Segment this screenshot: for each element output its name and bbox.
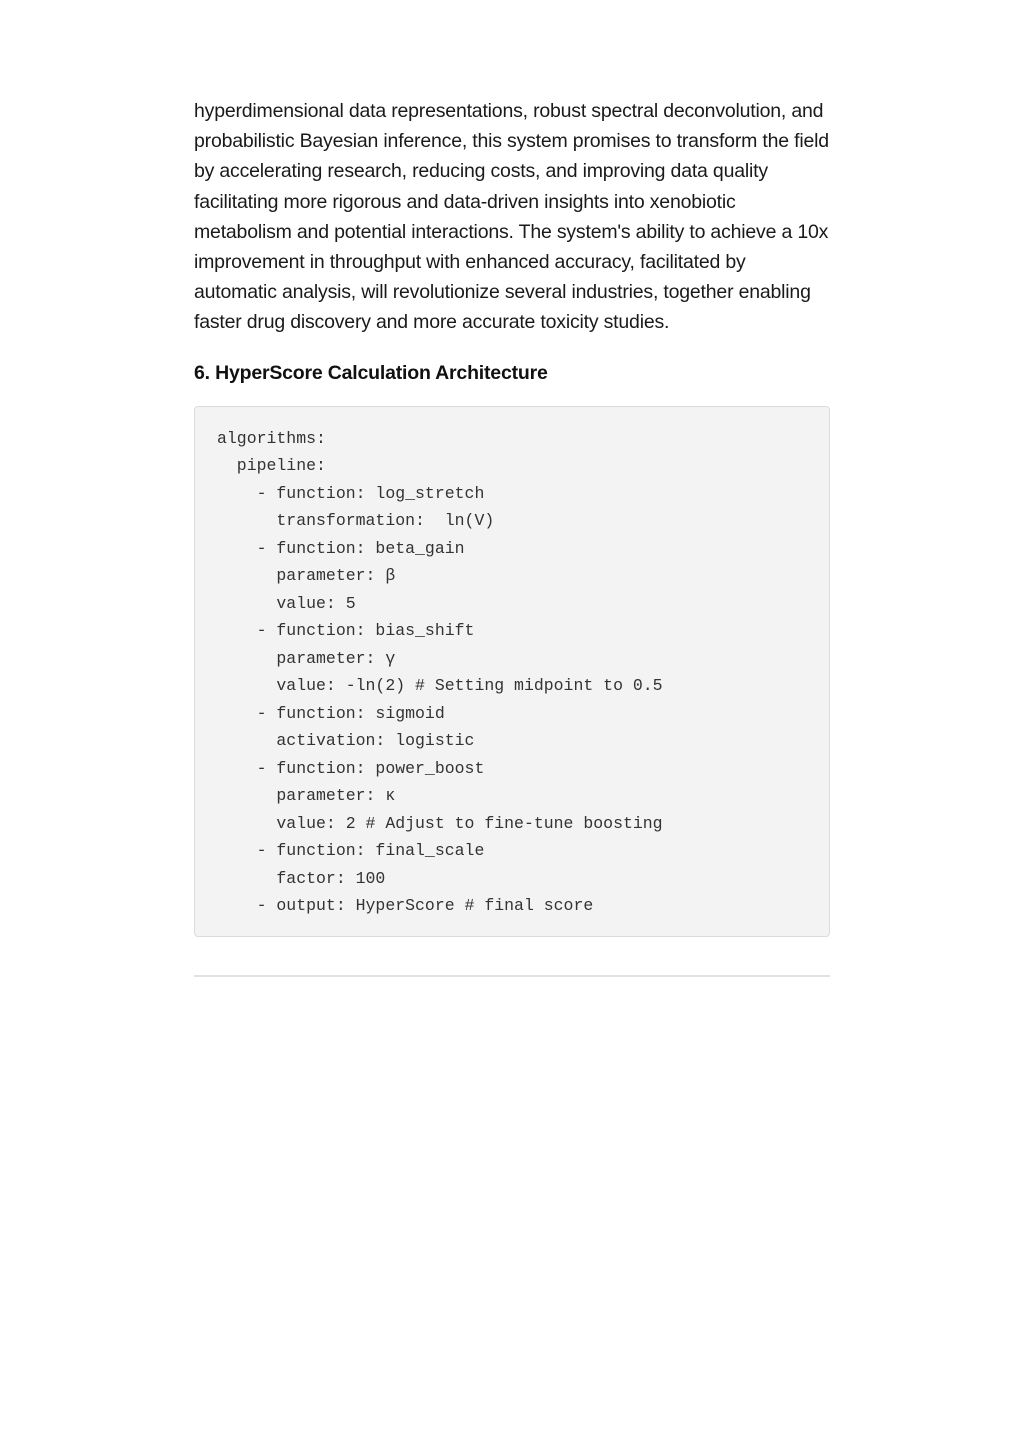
horizontal-divider — [194, 975, 830, 977]
code-block — [194, 406, 830, 937]
code-line: - function: final_scale — [217, 841, 485, 861]
code-line: transformation: ln(V) — [217, 511, 495, 531]
code-line: - output: HyperScore # final score — [217, 896, 594, 916]
code-line: algorithms: — [217, 428, 326, 448]
code-line: parameter: κ — [217, 786, 396, 806]
code-line: value: 5 — [217, 593, 356, 613]
code-line: - function: sigmoid — [217, 703, 445, 723]
code-line: - function: bias_shift — [217, 621, 475, 641]
code-line: pipeline: — [217, 456, 326, 476]
code-line: - function: log_stretch — [217, 483, 485, 503]
code-line: value: 2 # Adjust to fine-tune boosting — [217, 813, 663, 833]
code-line: value: -ln(2) # Setting midpoint to 0.5 — [217, 676, 663, 696]
code-line: parameter: γ — [217, 648, 396, 668]
code-line: factor: 100 — [217, 868, 386, 888]
code-line: parameter: β — [217, 566, 396, 586]
code-line: - function: beta_gain — [217, 538, 465, 558]
code-line: activation: logistic — [217, 731, 475, 751]
section-heading: 6. HyperScore Calculation Architecture — [194, 361, 548, 384]
intro-paragraph: hyperdimensional data representations, robust spectral deconvolution, and probabilistic Bayesian inference, this system promises to transform the field by accelerating research, reducing costs, and improving data quality facilitating more rigorous and data-driven insights into xenobiotic metabolism and potential interactions. The system's ability to achieve a 10x improvement in throughput with enhanced accuracy, facilitated by automatic analysis, will revolutionize several industries, together enabling faster drug discovery and more accurate toxicity studies. — [194, 100, 829, 334]
code-line: - function: power_boost — [217, 758, 485, 778]
document-page — [194, 96, 830, 977]
